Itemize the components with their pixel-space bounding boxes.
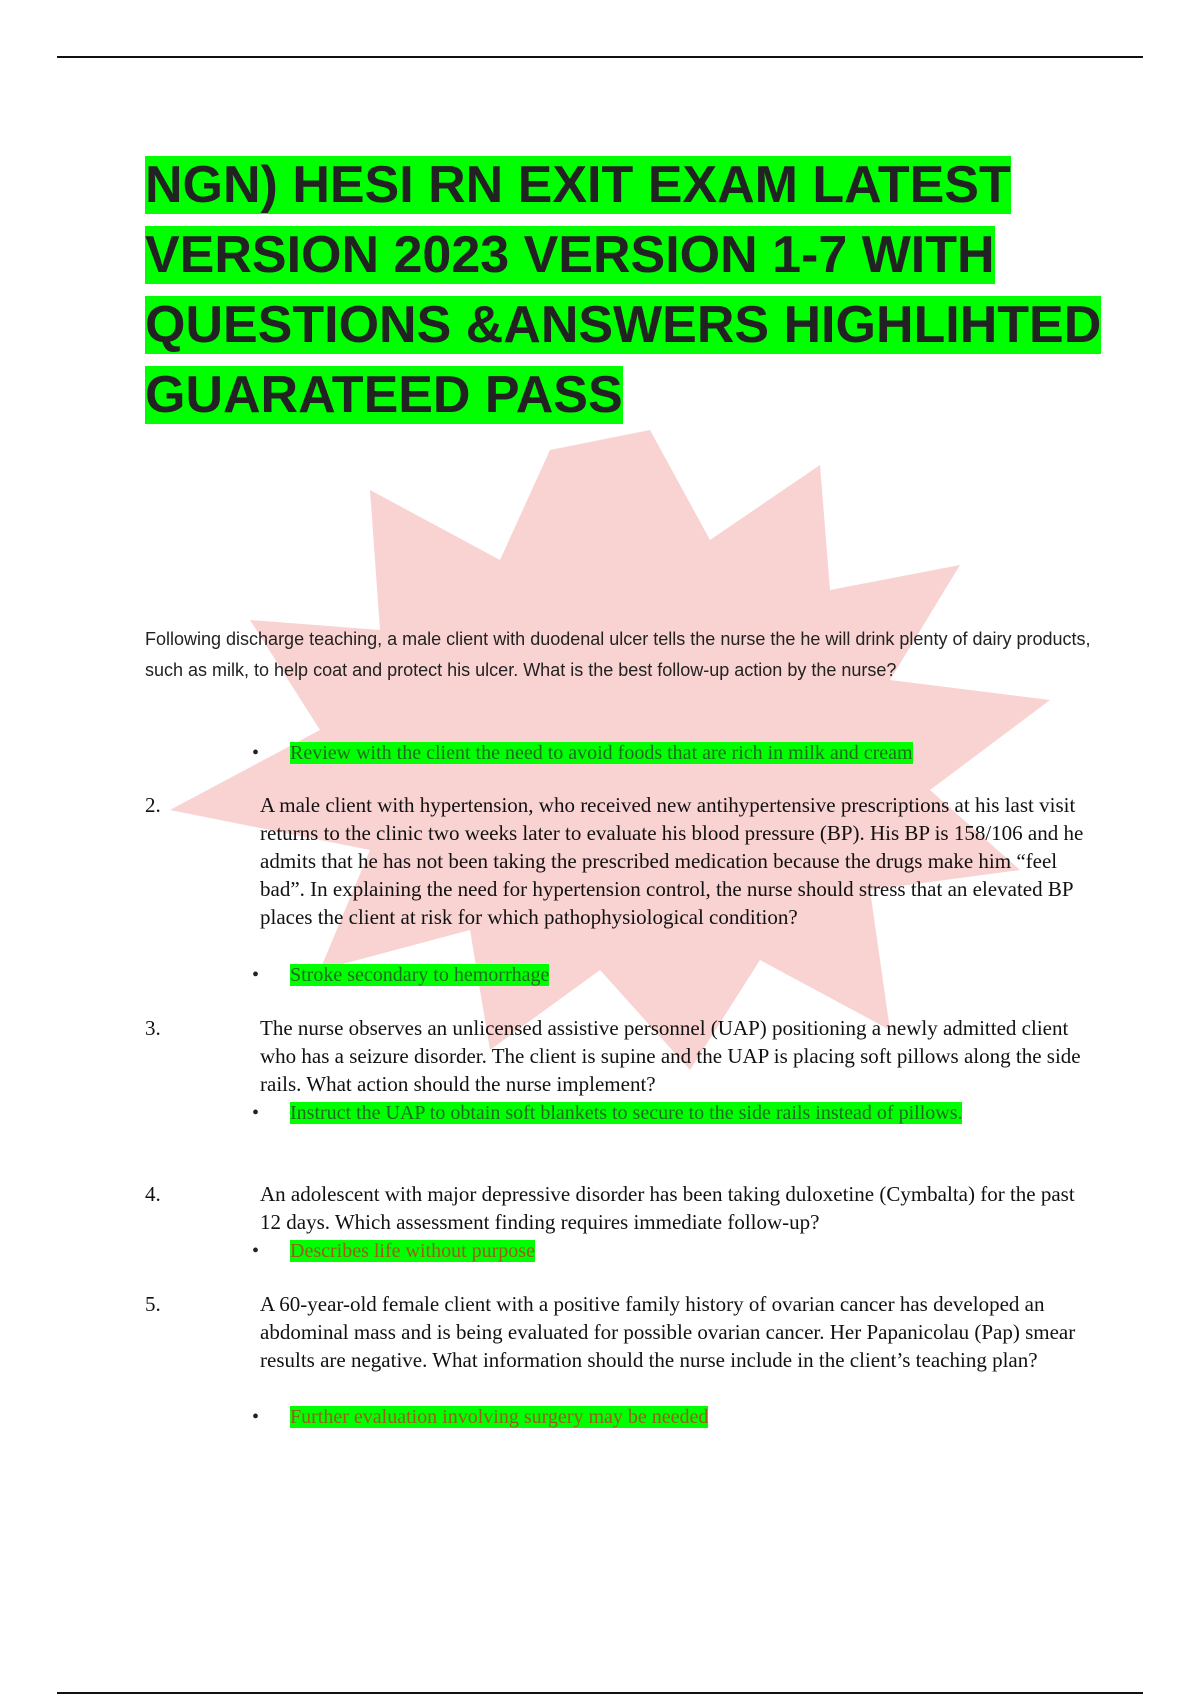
question-2-text: A male client with hypertension, who received new antihypertensive prescriptions at his last visit returns to the clinic two weeks later to evaluate his blood pressure (BP). His BP is 158/106 and he admits that he has not been taking the prescribed medication because the drugs make him “feel bad”. In explaining the need for hypertension control, the nurse should stress that an elevated BP places the client at risk for which pathophysiological condition? xyxy=(260,793,1084,929)
question-4-text: An adolescent with major depressive disorder has been taking duloxetine (Cymbalta) for the past 12 days. Which assessment finding requires immediate follow-up? xyxy=(260,1182,1075,1234)
top-rule xyxy=(57,56,1143,58)
document-title: NGN) HESI RN EXIT EXAM LATEST VERSION 2023 VERSION 1-7 WITH QUESTIONS &ANSWERS HIGHLIHTED GUARATEED PASS xyxy=(145,156,1102,424)
bullet-icon: • xyxy=(252,964,260,986)
answer-2-text: Stroke secondary to hemorrhage xyxy=(290,964,550,986)
bullet-icon: • xyxy=(252,1102,260,1124)
answer-5-text: Further evaluation involving surgery may be needed xyxy=(290,1406,709,1428)
question-5-number: 5. xyxy=(145,1292,161,1316)
question-1-text: Following discharge teaching, a male client with duodenal ulcer tells the nurse the he will drink plenty of dairy products, such as milk, to help coat and protect his ulcer. What is the best follow-up action by the nurse? xyxy=(145,629,1091,680)
answer-4-text: Describes life without purpose xyxy=(290,1240,535,1262)
answer-1-text: Review with the client the need to avoid foods that are rich in milk and cream xyxy=(290,742,913,764)
question-3-number: 3. xyxy=(145,1016,161,1040)
question-4-number: 4. xyxy=(145,1182,161,1206)
bullet-icon: • xyxy=(252,742,260,764)
question-2-number: 2. xyxy=(145,793,161,817)
question-3-text: The nurse observes an unlicensed assistive personnel (UAP) positioning a newly admitted client who has a seizure disorder. The client is supine and the UAP is placing soft pillows along the side rails. What action should the nurse implement? xyxy=(260,1016,1081,1096)
bottom-rule xyxy=(57,1692,1143,1694)
question-5-text: A 60-year-old female client with a positive family history of ovarian cancer has developed an abdominal mass and is being evaluated for possible ovarian cancer. Her Papanicolau (Pap) smear results are negative. What information should the nurse include in the client’s teaching plan? xyxy=(260,1292,1076,1372)
bullet-icon: • xyxy=(252,1406,260,1428)
bullet-icon: • xyxy=(252,1240,260,1262)
answer-3-text: Instruct the UAP to obtain soft blankets to secure to the side rails instead of pillows. xyxy=(290,1102,963,1124)
